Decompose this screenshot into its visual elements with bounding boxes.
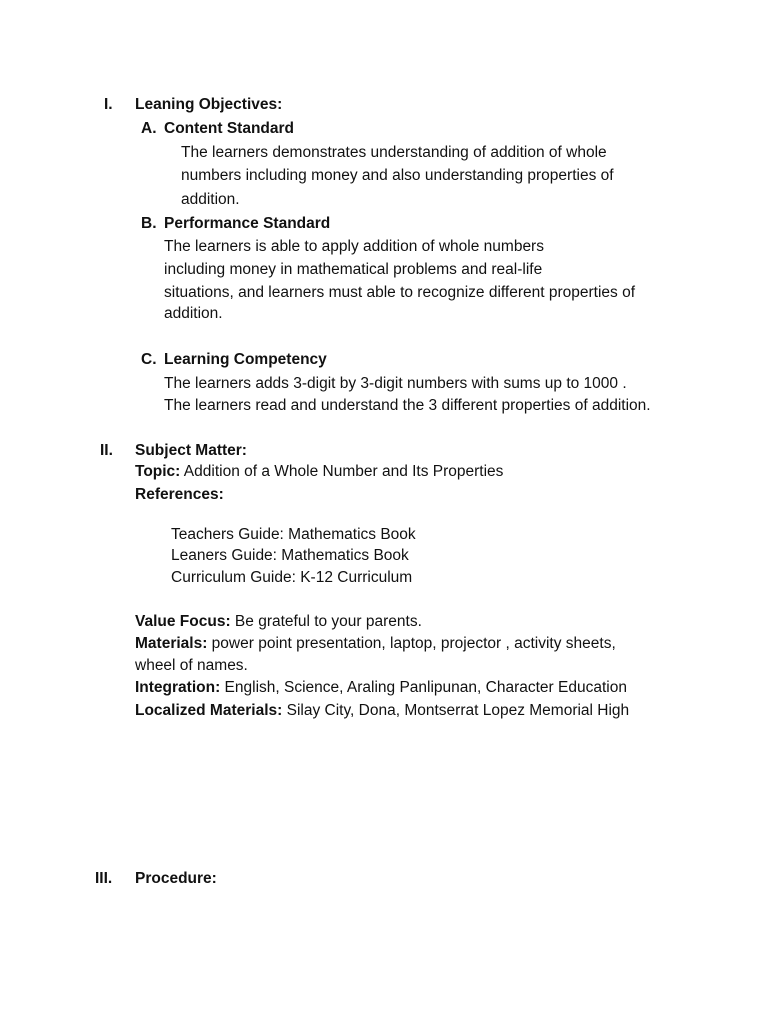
topic-value: Addition of a Whole Number and Its Properties [180,463,504,480]
materials-value: power point presentation, laptop, projector , activity sheets, [207,635,616,652]
topic-label: Topic: [135,463,181,480]
performance-standard-line: addition. [164,305,223,322]
reference-item: Leaners Guide: Mathematics Book [171,547,409,564]
content-standard-heading: Content Standard [164,120,295,137]
performance-standard-line: including money in mathematical problems and real-life [164,261,543,278]
section-2-numeral: II. [100,442,113,459]
localized-materials-line [135,701,629,721]
section-3-numeral: III. [95,870,113,887]
performance-standard-heading: Performance Standard [164,215,331,232]
learning-competency-line: The learners adds 3-digit by 3-digit numbers with sums up to 1000 . [164,375,627,392]
value-focus-value: Be grateful to your parents. [230,613,422,630]
performance-standard-line: The learners is able to apply addition of whole numbers [164,238,544,255]
reference-item: Teachers Guide: Mathematics Book [171,526,416,543]
section-1-numeral: I. [104,96,113,113]
topic-line [135,462,503,482]
content-standard-line: The learners demonstrates understanding of addition of whole [181,144,607,161]
integration-value: English, Science, Araling Panlipunan, Character Education [220,679,627,696]
localized-materials-label: Localized Materials: [135,702,283,719]
reference-item: Curriculum Guide: K-12 Curriculum [171,569,413,586]
localized-materials-value: Silay City, Dona, Montserrat Lopez Memorial High [282,702,630,719]
section-1-heading: Leaning Objectives: [135,96,283,113]
learning-competency-line: The learners read and understand the 3 different properties of addition. [164,397,651,414]
section-3-heading: Procedure: [135,870,217,887]
section-2-heading: Subject Matter: [135,442,247,459]
content-standard-letter: A. [141,120,157,137]
content-standard-line: addition. [181,191,240,208]
performance-standard-line: situations, and learners must able to recognize different properties of [164,284,636,301]
learning-competency-letter: C. [141,351,157,368]
integration-line [135,678,627,698]
references-label: References: [135,486,224,503]
content-standard-line: numbers including money and also understanding properties of [181,167,614,184]
performance-standard-letter: B. [141,215,157,232]
value-focus-line [135,612,422,632]
value-focus-label: Value Focus: [135,613,231,630]
materials-continuation: wheel of names. [135,657,248,674]
materials-label: Materials: [135,635,208,652]
integration-label: Integration: [135,679,221,696]
learning-competency-heading: Learning Competency [164,351,327,368]
materials-line [135,634,616,654]
